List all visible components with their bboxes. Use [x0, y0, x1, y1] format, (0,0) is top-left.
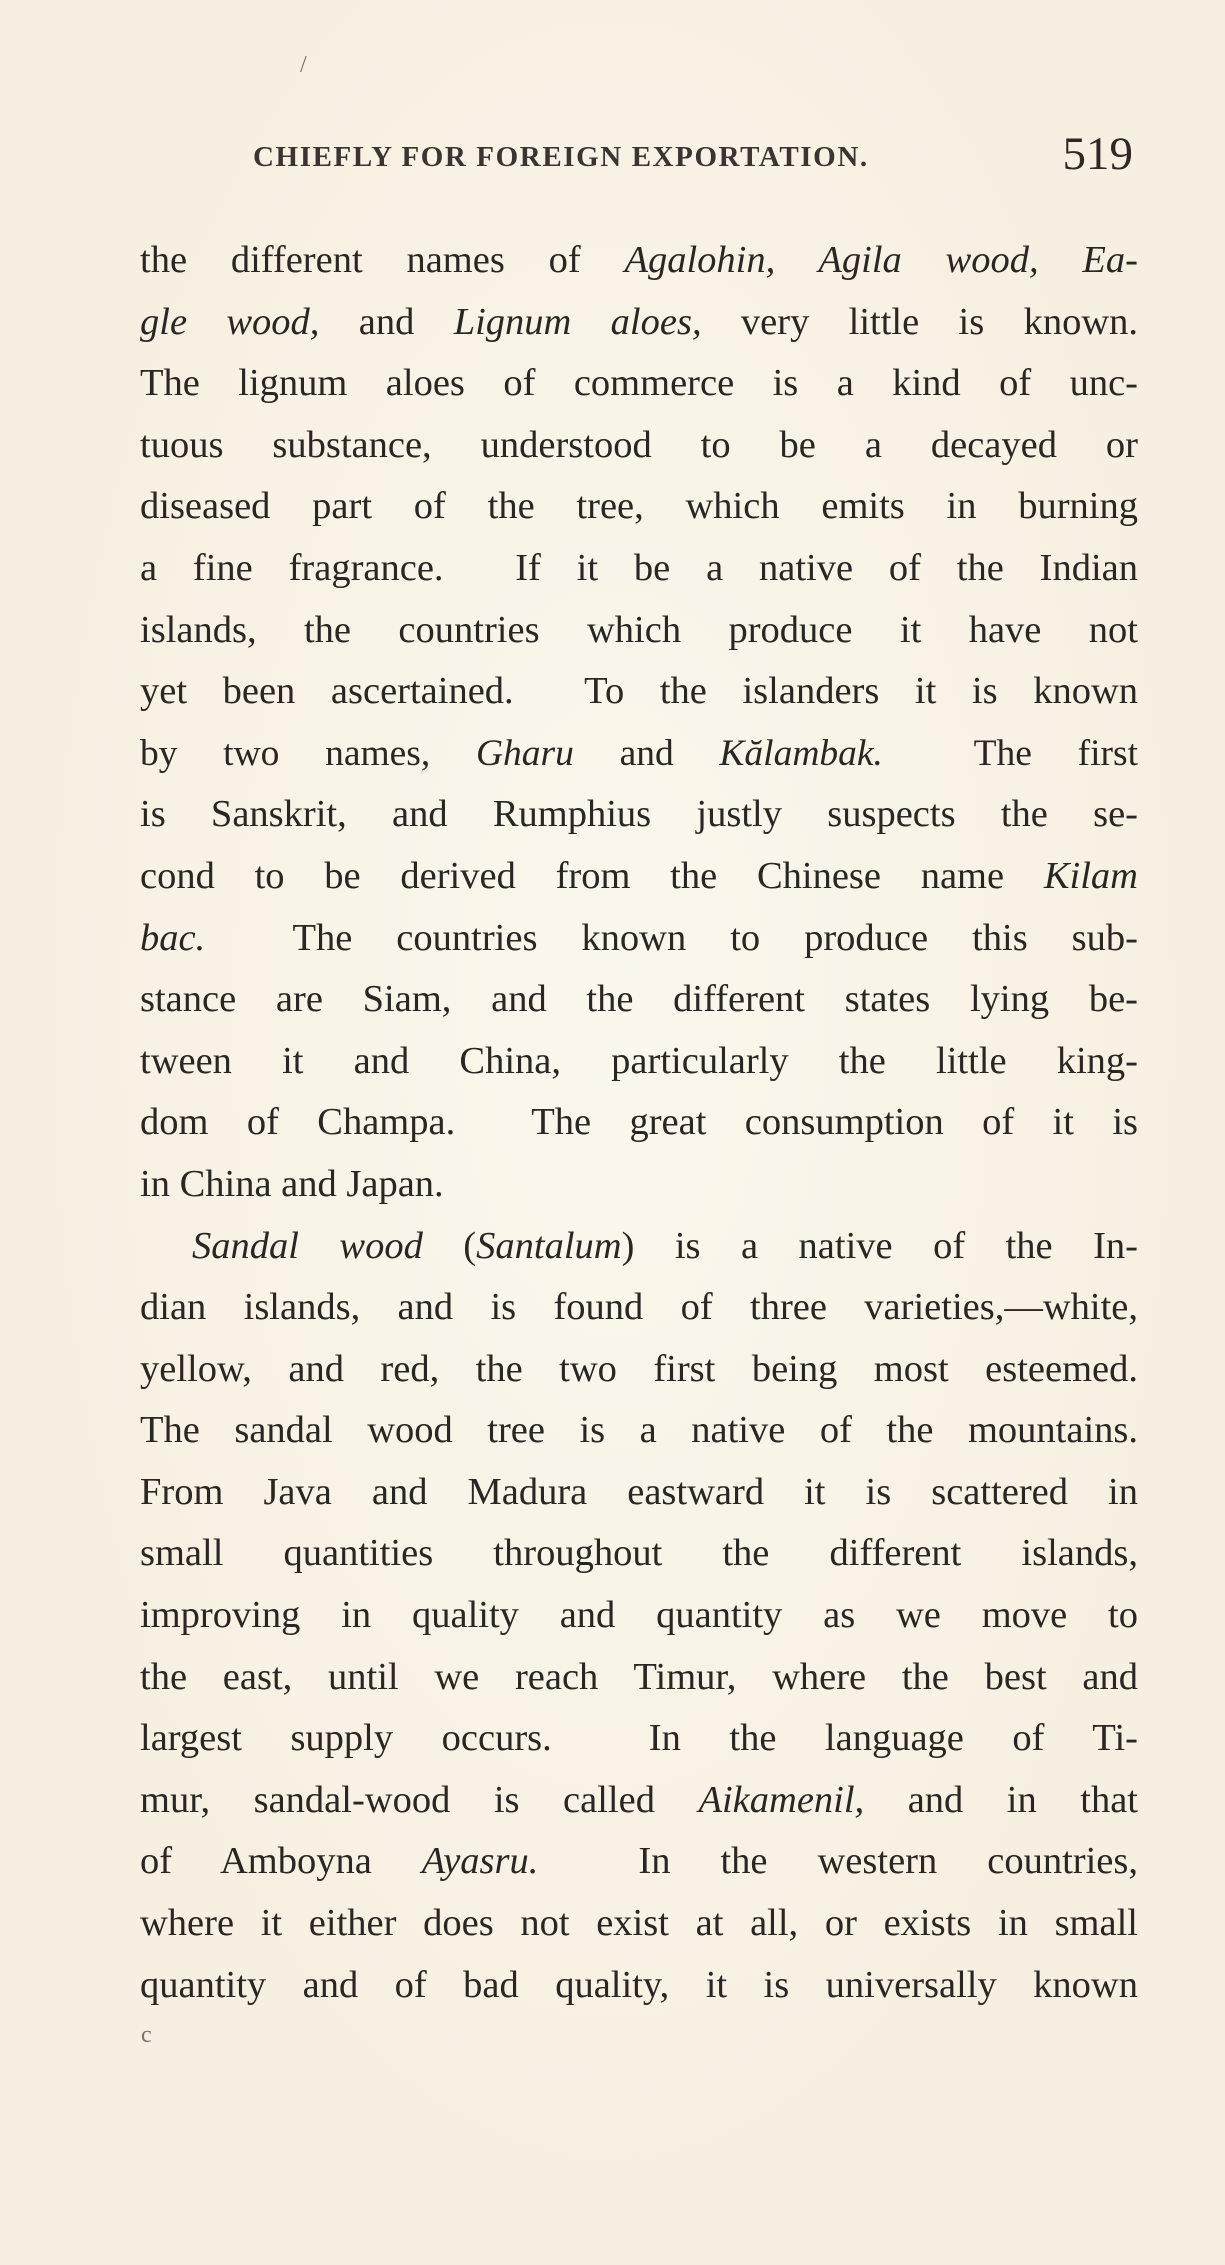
text-line — [140, 1831, 1138, 1893]
italic-term: Lignum aloes, — [453, 300, 702, 343]
text-run: and — [573, 732, 720, 774]
text-run: islands, the countries which produce it have not — [140, 608, 1138, 651]
italic-term: gle wood, — [140, 300, 320, 343]
text-run: dian islands, and is found of three varieties,—white, — [140, 1286, 1138, 1329]
body-text — [140, 230, 1138, 2016]
scan-speck: c — [141, 2022, 152, 2048]
italic-term: Santalum — [476, 1224, 622, 1267]
text-line — [140, 1770, 1138, 1832]
text-line — [140, 353, 1138, 415]
text-run: where it either does not exist at all, or exists in small — [140, 1902, 1138, 1945]
text-line — [140, 1462, 1138, 1524]
text-line — [140, 969, 1138, 1031]
text-run: yet been ascertained. To the islanders it is known — [140, 670, 1138, 713]
text-line — [140, 600, 1138, 662]
text-line — [140, 1523, 1138, 1585]
italic-term: Kălambak. — [719, 732, 883, 774]
text-run: tuous substance, understood to be a decayed or — [140, 423, 1138, 466]
text-run: and in that — [864, 1778, 1138, 1821]
italic-term: bac. — [140, 916, 206, 959]
text-line — [140, 1031, 1138, 1093]
page-number: 519 — [1062, 128, 1133, 180]
text-line — [140, 538, 1138, 600]
text-line — [140, 661, 1138, 723]
text-line — [140, 1893, 1138, 1955]
text-run: mur, sandal-wood is called — [140, 1778, 699, 1821]
text-line — [140, 1092, 1138, 1154]
text-run: yellow, and red, the two first being most esteemed. — [140, 1347, 1138, 1390]
text-line — [140, 908, 1138, 970]
text-run: cond to be derived from the Chinese name — [140, 854, 1044, 897]
scan-speck: / — [300, 52, 307, 78]
text-line — [140, 476, 1138, 538]
text-line — [140, 1277, 1138, 1339]
italic-term: Kilam — [1043, 854, 1138, 897]
text-line — [140, 1216, 1138, 1278]
text-run: largest supply occurs. In the language of Ti- — [140, 1717, 1138, 1760]
text-line — [140, 1339, 1138, 1401]
text-run: small quantities throughout the different islands, — [140, 1532, 1138, 1575]
text-line — [140, 784, 1138, 846]
text-run: ) is a native of the In- — [621, 1224, 1138, 1267]
text-run: is Sanskrit, and Rumphius justly suspects the se- — [140, 793, 1138, 836]
text-run: ( — [422, 1224, 477, 1267]
italic-term: Gharu — [475, 732, 574, 774]
text-line — [140, 1708, 1138, 1770]
text-run: the different names of — [140, 239, 625, 281]
text-run: and — [319, 300, 454, 343]
running-title: CHIEFLY FOR FOREIGN EXPORTATION. — [253, 141, 869, 173]
text-run: a fine fragrance. If it be a native of the Indian — [140, 546, 1138, 589]
text-run: tween it and China, particularly the little king- — [140, 1039, 1138, 1082]
text-line — [140, 723, 1138, 785]
text-run: the east, until we reach Timur, where the best and — [140, 1655, 1138, 1698]
text-line — [140, 230, 1138, 292]
text-run: by two names, — [140, 732, 476, 774]
italic-term: Sandal wood — [192, 1224, 423, 1267]
text-run: The sandal wood tree is a native of the mountains. — [140, 1409, 1138, 1452]
text-run: dom of Champa. The great consumption of it is — [140, 1101, 1138, 1144]
text-run: The lignum aloes of commerce is a kind of unc- — [140, 362, 1138, 405]
text-run: In the western countries, — [538, 1840, 1138, 1883]
text-run: stance are Siam, and the different states lying be- — [140, 978, 1138, 1021]
text-run: quantity and of bad quality, it is universally known — [140, 1963, 1138, 2006]
text-run: diseased part of the tree, which emits in burning — [140, 485, 1138, 528]
text-line — [140, 1154, 1138, 1216]
text-run: The first — [882, 732, 1138, 774]
text-line — [140, 1955, 1138, 2017]
text-run: in China and Japan. — [140, 1162, 444, 1205]
text-line — [140, 1400, 1138, 1462]
text-run: From Java and Madura eastward it is scattered in — [140, 1470, 1138, 1513]
text-run: of Amboyna — [140, 1840, 422, 1883]
page-header — [253, 125, 1133, 191]
text-line — [140, 1585, 1138, 1647]
text-run: improving in quality and quantity as we move to — [140, 1594, 1138, 1637]
text-run: very little is known. — [701, 300, 1138, 343]
text-line — [140, 1647, 1138, 1709]
italic-term: Ayasru. — [421, 1840, 539, 1883]
italic-term: Agalohin, Agila wood, Ea- — [624, 239, 1138, 281]
italic-term: Aikamenil, — [698, 1778, 865, 1821]
text-line — [140, 292, 1138, 354]
text-line — [140, 846, 1138, 908]
text-line — [140, 415, 1138, 477]
text-run: The countries known to produce this sub- — [205, 916, 1138, 959]
